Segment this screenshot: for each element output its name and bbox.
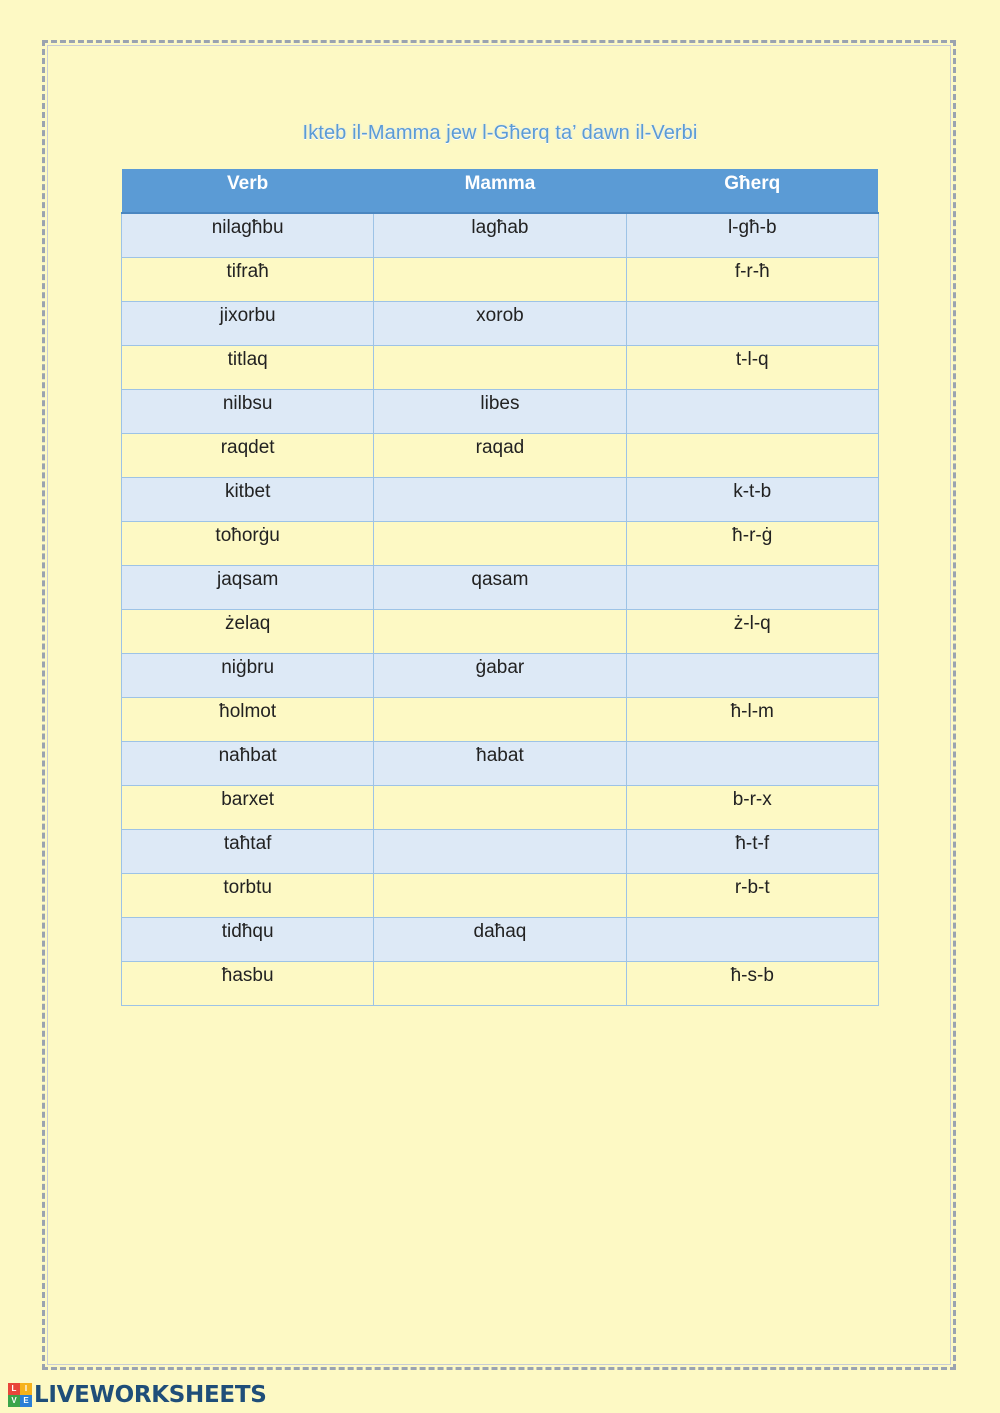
- mamma-cell: qasam: [374, 565, 626, 609]
- mamma-cell: lagħab: [374, 213, 626, 257]
- mamma-cell[interactable]: [374, 257, 626, 301]
- verb-cell: torbtu: [122, 873, 374, 917]
- gherq-cell[interactable]: [626, 741, 878, 785]
- mamma-cell[interactable]: [374, 697, 626, 741]
- table-row: [122, 873, 879, 917]
- table-row: [122, 521, 879, 565]
- verb-cell: raqdet: [122, 433, 374, 477]
- mamma-cell[interactable]: [374, 609, 626, 653]
- table-row: [122, 389, 879, 433]
- verb-cell: ħasbu: [122, 961, 374, 1005]
- table-header-row: [122, 169, 879, 213]
- gherq-cell: ż-l-q: [626, 609, 878, 653]
- gherq-cell: ħ-r-ġ: [626, 521, 878, 565]
- gherq-cell: t-l-q: [626, 345, 878, 389]
- logo-cube: I: [20, 1383, 32, 1395]
- gherq-cell: f-r-ħ: [626, 257, 878, 301]
- verb-cell: tifraħ: [122, 257, 374, 301]
- liveworksheets-logo: [8, 1381, 266, 1409]
- table-row: [122, 917, 879, 961]
- table-row: [122, 433, 879, 477]
- worksheet-title: Ikteb il-Mamma jew l-Għerq ta’ dawn il-Verbi: [302, 122, 698, 144]
- mamma-cell: daħaq: [374, 917, 626, 961]
- verb-cell: niġbru: [122, 653, 374, 697]
- table-row: [122, 565, 879, 609]
- mamma-cell: libes: [374, 389, 626, 433]
- gherq-cell: b-r-x: [626, 785, 878, 829]
- verb-cell: tidħqu: [122, 917, 374, 961]
- verb-table: [121, 169, 879, 1006]
- verb-cell: naħbat: [122, 741, 374, 785]
- column-header-mamma: Mamma: [374, 169, 626, 213]
- logo-cube: V: [8, 1395, 20, 1407]
- gherq-cell: ħ-s-b: [626, 961, 878, 1005]
- logo-cube: L: [8, 1383, 20, 1395]
- mamma-cell[interactable]: [374, 521, 626, 565]
- column-header-verb: Verb: [122, 169, 374, 213]
- table-row: [122, 653, 879, 697]
- verb-cell: ħolmot: [122, 697, 374, 741]
- mamma-cell[interactable]: [374, 961, 626, 1005]
- gherq-cell: ħ-l-m: [626, 697, 878, 741]
- logo-text: LIVEWORKSHEETS: [34, 1382, 267, 1408]
- logo-cubes-icon: [8, 1383, 32, 1407]
- table-row: [122, 785, 879, 829]
- table-row: [122, 609, 879, 653]
- mamma-cell: raqad: [374, 433, 626, 477]
- verb-cell: taħtaf: [122, 829, 374, 873]
- gherq-cell: l-għ-b: [626, 213, 878, 257]
- gherq-cell: ħ-t-f: [626, 829, 878, 873]
- mamma-cell[interactable]: [374, 829, 626, 873]
- table-row: [122, 961, 879, 1005]
- gherq-cell[interactable]: [626, 301, 878, 345]
- mamma-cell[interactable]: [374, 785, 626, 829]
- table-row: [122, 741, 879, 785]
- verb-cell: titlaq: [122, 345, 374, 389]
- verb-cell: żelaq: [122, 609, 374, 653]
- gherq-cell[interactable]: [626, 389, 878, 433]
- gherq-cell[interactable]: [626, 565, 878, 609]
- gherq-cell: k-t-b: [626, 477, 878, 521]
- gherq-cell[interactable]: [626, 433, 878, 477]
- table-row: [122, 477, 879, 521]
- column-header-gherq: Għerq: [626, 169, 878, 213]
- table-row: [122, 301, 879, 345]
- table-row: [122, 697, 879, 741]
- mamma-cell: ħabat: [374, 741, 626, 785]
- verb-cell: nilagħbu: [122, 213, 374, 257]
- table-row: [122, 829, 879, 873]
- table-row: [122, 345, 879, 389]
- mamma-cell: xorob: [374, 301, 626, 345]
- gherq-cell[interactable]: [626, 917, 878, 961]
- verb-cell: toħorġu: [122, 521, 374, 565]
- verb-cell: nilbsu: [122, 389, 374, 433]
- mamma-cell[interactable]: [374, 873, 626, 917]
- verb-cell: jixorbu: [122, 301, 374, 345]
- gherq-cell: r-b-t: [626, 873, 878, 917]
- gherq-cell[interactable]: [626, 653, 878, 697]
- table-row: [122, 213, 879, 257]
- table-body: [122, 213, 879, 1005]
- verb-cell: barxet: [122, 785, 374, 829]
- mamma-cell[interactable]: [374, 477, 626, 521]
- verb-cell: kitbet: [122, 477, 374, 521]
- table-row: [122, 257, 879, 301]
- mamma-cell: ġabar: [374, 653, 626, 697]
- verb-cell: jaqsam: [122, 565, 374, 609]
- mamma-cell[interactable]: [374, 345, 626, 389]
- logo-cube: E: [20, 1395, 32, 1407]
